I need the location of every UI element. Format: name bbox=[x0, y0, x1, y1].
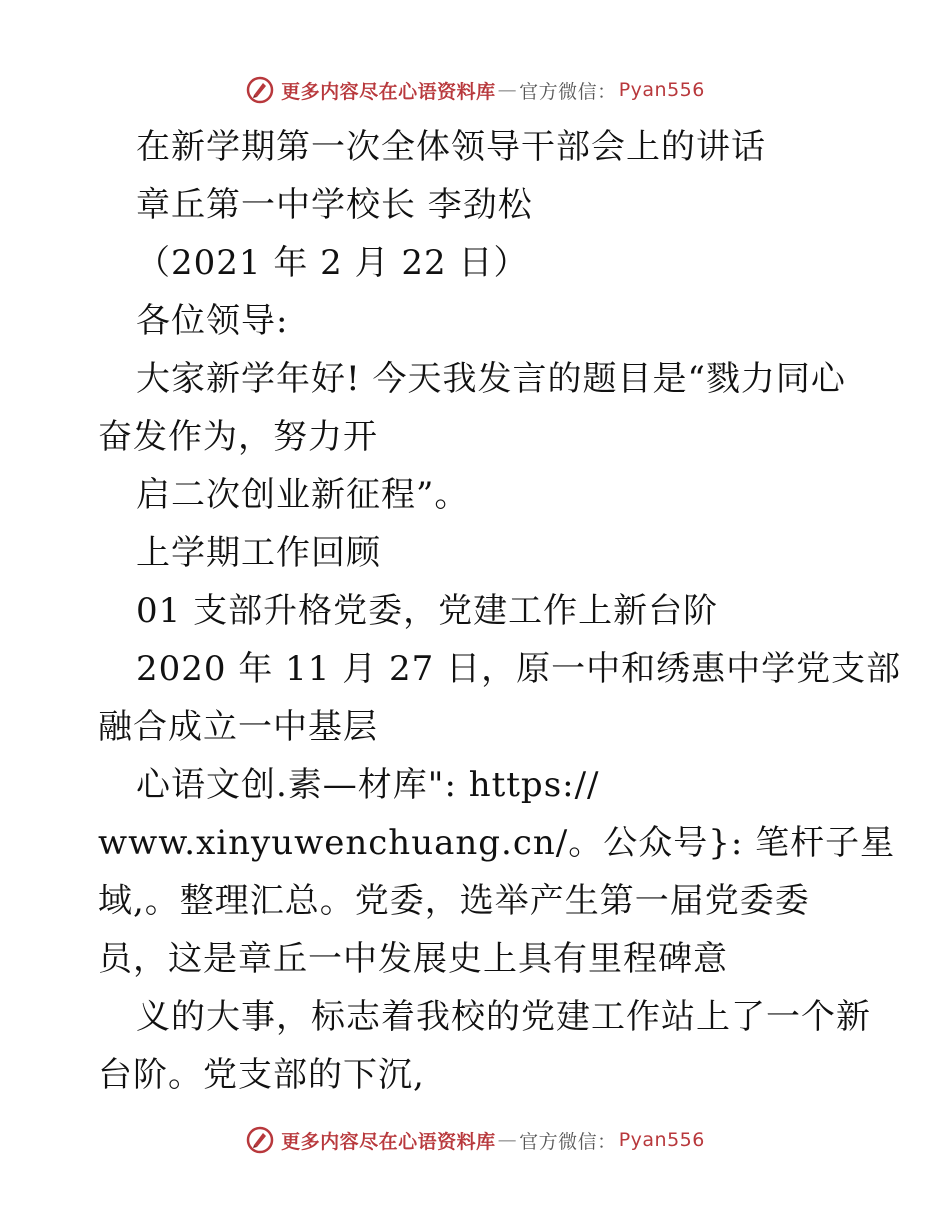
text-line: 心语文创.素—材库": https:// bbox=[136, 765, 600, 805]
banner-separator: — bbox=[497, 79, 518, 101]
banner-wechat: Pyan556 bbox=[618, 79, 705, 101]
banner-separator: — bbox=[497, 1129, 518, 1151]
text-line: 2020 年 11 月 27 日，原一中和绣惠中学党支部 bbox=[136, 649, 902, 689]
banner-label: 官方微信： bbox=[519, 80, 617, 103]
text-line: 融合成立一中基层 bbox=[98, 707, 378, 747]
text-line: www.xinyuwenchuang.cn/。公众号}: 笔杆子星 bbox=[98, 823, 896, 863]
logo-icon bbox=[245, 75, 275, 105]
footer-banner bbox=[0, 1120, 950, 1160]
salutation: 各位领导: bbox=[136, 301, 289, 341]
text-line: 域,。整理汇总。党委，选举产生第一届党委委 bbox=[98, 881, 810, 921]
document-body bbox=[98, 118, 902, 1104]
text-line: 员，这是章丘一中发展史上具有里程碑意 bbox=[98, 939, 728, 979]
logo-icon bbox=[245, 1125, 275, 1155]
text-line: 台阶。党支部的下沉, bbox=[98, 1055, 425, 1095]
banner-brand: 更多内容尽在心语资料库 bbox=[281, 1130, 496, 1153]
speaker-line: 章丘第一中学校长 李劲松 bbox=[136, 185, 533, 225]
speech-title: 在新学期第一次全体领导干部会上的讲话 bbox=[136, 127, 766, 167]
banner-label: 官方微信： bbox=[519, 1130, 617, 1153]
text-line: 奋发作为，努力开 bbox=[98, 417, 378, 457]
banner-brand: 更多内容尽在心语资料库 bbox=[281, 80, 496, 103]
date-line: （2021 年 2 月 22 日） bbox=[136, 243, 529, 283]
banner-wechat: Pyan556 bbox=[618, 1129, 705, 1151]
text-line: 义的大事，标志着我校的党建工作站上了一个新 bbox=[136, 997, 871, 1037]
text-line: 启二次创业新征程”。 bbox=[136, 475, 470, 515]
subsection-heading: 01 支部升格党委，党建工作上新台阶 bbox=[136, 591, 719, 631]
section-heading: 上学期工作回顾 bbox=[136, 533, 381, 573]
text-line: 大家新学年好! 今天我发言的题目是“戮力同心 bbox=[136, 359, 846, 399]
header-banner bbox=[0, 70, 950, 110]
